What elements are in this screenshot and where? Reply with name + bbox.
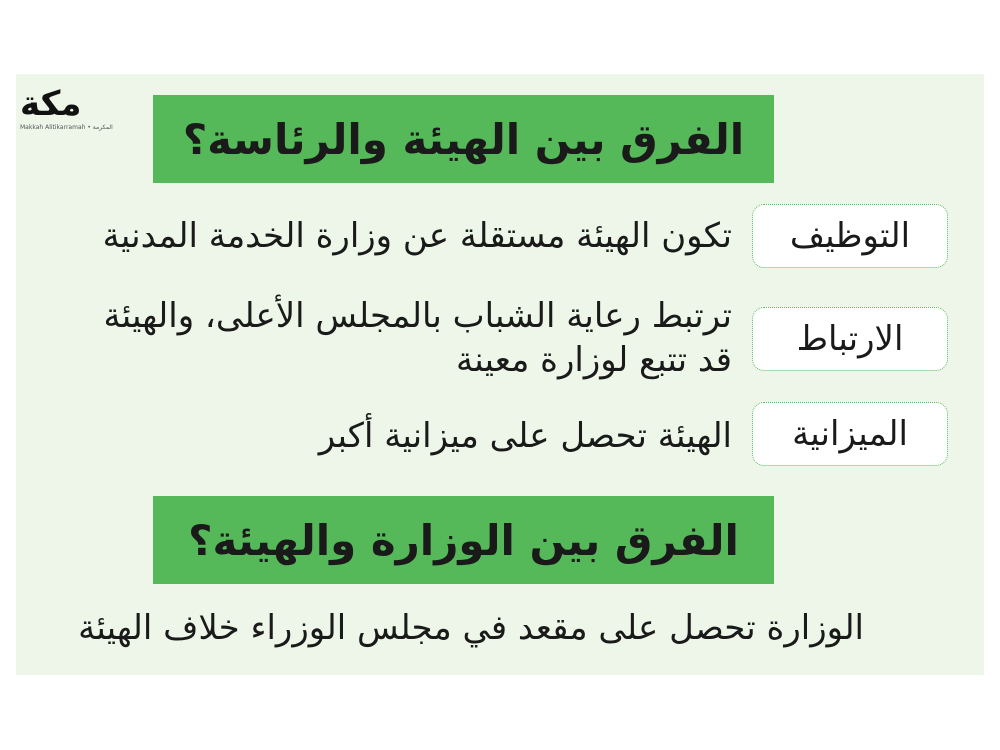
logo <box>20 84 124 136</box>
ministry-vs-authority-text: الوزارة تحصل على مقعد في مجلس الوزراء خلاف الهيئة <box>78 608 864 648</box>
desc-affiliation-line-2: قد تتبع لوزارة معينة <box>456 340 732 380</box>
heading-authority-vs-presidency: الفرق بين الهيئة والرئاسة؟ <box>153 95 774 183</box>
label-affiliation: الارتباط <box>752 307 948 371</box>
desc-budget-line: الهيئة تحصل على ميزانية أكبر <box>318 416 732 456</box>
desc-affiliation <box>103 294 732 382</box>
label-budget: الميزانية <box>752 402 948 466</box>
heading-ministry-vs-authority: الفرق بين الوزارة والهيئة؟ <box>153 496 774 584</box>
desc-budget <box>319 414 732 458</box>
label-employment: التوظيف <box>752 204 948 268</box>
logo-mark: مكة <box>20 84 82 124</box>
logo-subtitle: Makkah Alitikarramah • المكرمة <box>20 124 113 131</box>
desc-affiliation-line-1: ترتبط رعاية الشباب بالمجلس الأعلى، والهيئة <box>103 296 732 336</box>
desc-employment <box>103 214 732 258</box>
desc-employment-line: تكون الهيئة مستقلة عن وزارة الخدمة المدنية <box>102 216 732 256</box>
